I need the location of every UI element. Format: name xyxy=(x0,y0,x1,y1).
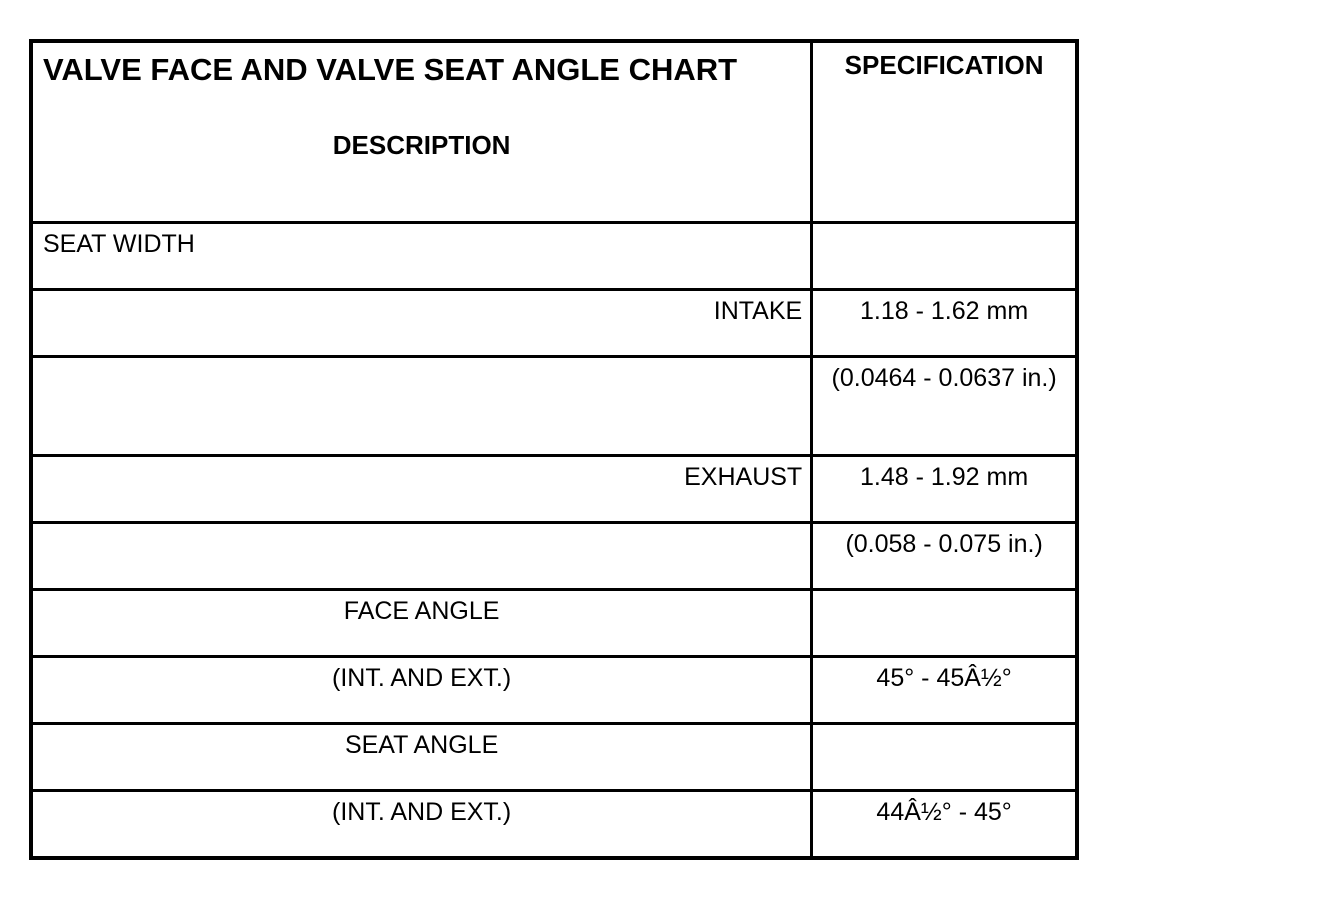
specification-cell xyxy=(812,791,1077,859)
table-title: VALVE FACE AND VALVE SEAT ANGLE CHART xyxy=(43,52,738,87)
table-row xyxy=(31,357,1077,456)
specification-text: 45° - 45Â½° xyxy=(876,664,1012,692)
specification-text: (0.058 - 0.075 in.) xyxy=(845,530,1043,558)
description-cell xyxy=(31,657,812,724)
specification-cell xyxy=(812,724,1077,791)
specification-text xyxy=(813,725,1075,729)
description-cell xyxy=(31,724,812,791)
specification-cell xyxy=(812,290,1077,357)
description-text: SEAT ANGLE xyxy=(344,731,499,759)
description-text: EXHAUST xyxy=(684,463,803,491)
description-column-heading: DESCRIPTION xyxy=(332,130,511,160)
table-row xyxy=(31,724,1077,791)
table-row xyxy=(31,456,1077,523)
table-row xyxy=(31,223,1077,290)
description-cell xyxy=(31,590,812,657)
table-row xyxy=(31,290,1077,357)
specification-cell xyxy=(812,657,1077,724)
description-text: INTAKE xyxy=(713,297,803,325)
header-description-cell xyxy=(31,41,812,223)
specification-cell xyxy=(812,590,1077,657)
specification-cell xyxy=(812,223,1077,290)
description-text xyxy=(33,358,810,362)
specification-text: (0.0464 - 0.0637 in.) xyxy=(831,364,1057,392)
description-text: (INT. AND EXT.) xyxy=(332,798,512,826)
specification-text xyxy=(813,224,1075,228)
specification-cell xyxy=(812,456,1077,523)
table-header-row xyxy=(31,41,1077,223)
specification-cell xyxy=(812,357,1077,456)
specification-column-heading: SPECIFICATION xyxy=(844,50,1044,80)
description-cell xyxy=(31,456,812,523)
table-row xyxy=(31,657,1077,724)
valve-angle-spec-table xyxy=(29,39,1079,860)
description-cell xyxy=(31,223,812,290)
description-cell xyxy=(31,290,812,357)
description-text: FACE ANGLE xyxy=(343,597,500,625)
specification-text: 1.18 - 1.62 mm xyxy=(860,297,1029,325)
description-text: (INT. AND EXT.) xyxy=(332,664,512,692)
specification-text: 1.48 - 1.92 mm xyxy=(860,463,1029,491)
specification-text xyxy=(813,591,1075,595)
description-text xyxy=(33,524,810,528)
description-text: SEAT WIDTH xyxy=(43,230,195,258)
table-row xyxy=(31,590,1077,657)
description-cell xyxy=(31,523,812,590)
table-row xyxy=(31,523,1077,590)
table-row xyxy=(31,791,1077,859)
header-specification-cell xyxy=(812,41,1077,223)
description-cell xyxy=(31,791,812,859)
specification-cell xyxy=(812,523,1077,590)
description-cell xyxy=(31,357,812,456)
specification-text: 44Â½° - 45° xyxy=(876,798,1012,826)
